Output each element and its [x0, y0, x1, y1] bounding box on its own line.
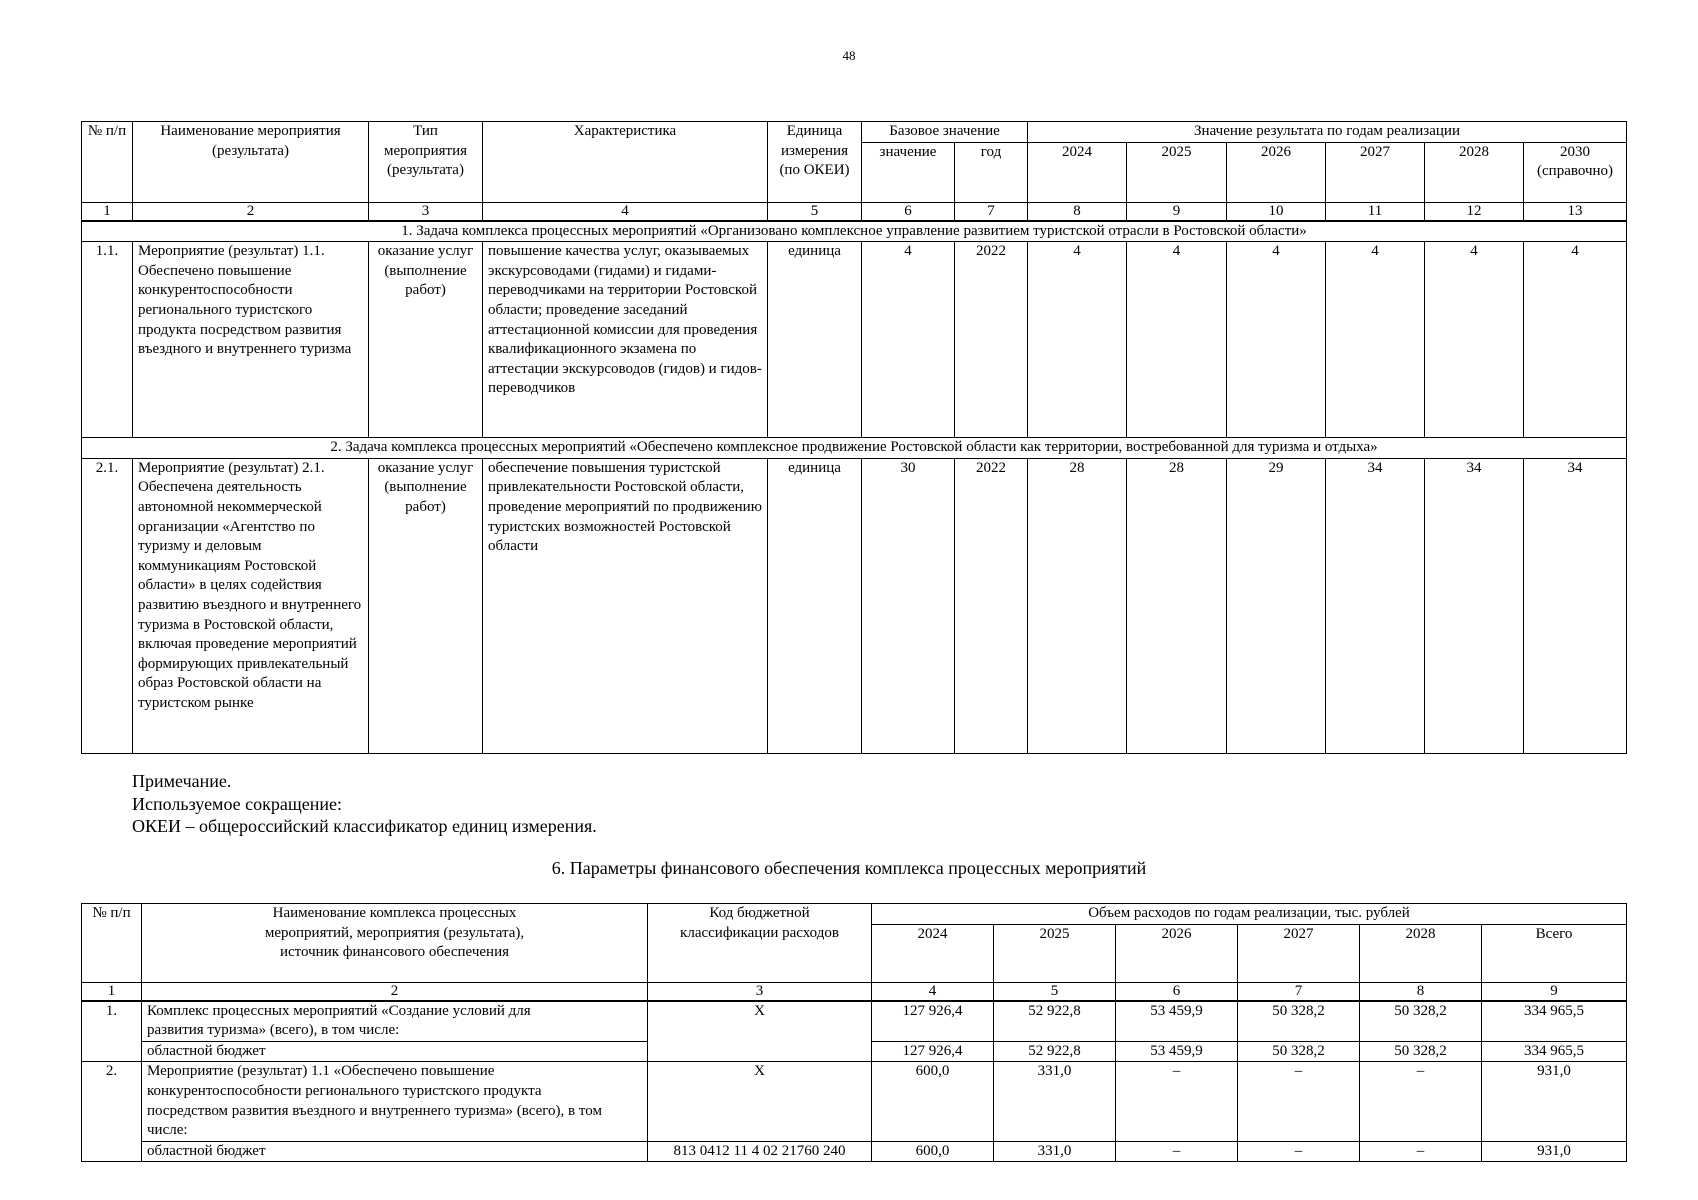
row-value: 50 328,2	[1360, 1001, 1482, 1042]
table-row	[82, 458, 1627, 753]
row-value: –	[1360, 1062, 1482, 1141]
col-number: 6	[1116, 982, 1238, 1001]
header-year: 2027	[1238, 924, 1360, 982]
row-value: –	[1116, 1141, 1238, 1162]
row-value: 34	[1326, 458, 1425, 753]
row-code: 813 0412 11 4 02 21760 240	[648, 1141, 872, 1162]
col-number: 6	[862, 202, 955, 221]
header-year: 2024	[872, 924, 994, 982]
row-value: 52 922,8	[994, 1001, 1116, 1042]
column-numbers-row	[82, 202, 1627, 221]
header-year: 2025	[994, 924, 1116, 982]
page-number: 48	[842, 48, 856, 63]
row-value: 334 965,5	[1482, 1001, 1627, 1042]
column-numbers-row	[82, 982, 1627, 1001]
row-source: областной бюджет	[142, 1141, 648, 1162]
col-number: 13	[1524, 202, 1627, 221]
row-name: Мероприятие (результат) 1.1. Обеспечено повышение конкурентоспособности регионального туристского продукта посредством развития въездного и внутреннего туризма	[133, 242, 369, 438]
col-number: 2	[133, 202, 369, 221]
row-value: 331,0	[994, 1062, 1116, 1141]
header-year: 2028	[1360, 924, 1482, 982]
row-unit: единица	[768, 242, 862, 438]
header-year: 2025	[1127, 142, 1227, 202]
col-number: 7	[955, 202, 1028, 221]
header-total: Всего	[1482, 924, 1627, 982]
header-characteristic: Характеристика	[483, 122, 768, 203]
row-unit: единица	[768, 458, 862, 753]
row-value: 29	[1227, 458, 1326, 753]
row-value: –	[1360, 1141, 1482, 1162]
note-abbrev: ОКЕИ – общероссийский классификатор единиц измерения.	[132, 816, 597, 836]
row-num: 2.	[82, 1062, 142, 1162]
header-year: 2027	[1326, 142, 1425, 202]
row-name: Мероприятие (результат) 2.1. Обеспечена деятельность автономной некоммерческой организации «Агентство по туризму и деловым коммуникациям Ростовской области» в целях содействия развитию въездного и внутреннего туризма в Ростовской области, включая проведение мероприятий формирующих привлекательный образ Ростовской области на туристском рынке	[133, 458, 369, 753]
header-name: Наименование мероприятия (результата)	[133, 122, 369, 203]
col-number: 3	[369, 202, 483, 221]
row-value: 127 926,4	[872, 1001, 994, 1042]
row-value: 4	[1227, 242, 1326, 438]
header-year: 2024	[1028, 142, 1127, 202]
row-value: 4	[1127, 242, 1227, 438]
note-title: Примечание.	[132, 771, 232, 791]
row-num: 1.	[82, 1001, 142, 1062]
note-abbrev-label: Используемое сокращение:	[132, 793, 342, 814]
task-title: 1. Задача комплекса процессных мероприятий «Организовано комплексное управление развитием туристской отрасли в Ростовской области»	[82, 221, 1627, 242]
row-value: 334 965,5	[1482, 1041, 1627, 1062]
col-number: 5	[768, 202, 862, 221]
col-number: 8	[1028, 202, 1127, 221]
row-value: 50 328,2	[1238, 1001, 1360, 1042]
header-base: Базовое значение	[862, 122, 1028, 143]
col-number: 1	[82, 202, 133, 221]
table-row	[82, 1062, 1627, 1141]
task-row	[82, 438, 1627, 459]
row-value: 4	[1028, 242, 1127, 438]
header-year: 2026	[1227, 142, 1326, 202]
row-base-year: 2022	[955, 458, 1028, 753]
row-characteristic: обеспечение повышения туристской привлекательности Ростовской области, проведение мероприятий по продвижению туристских возможностей Ростовской области	[483, 458, 768, 753]
row-value: 28	[1127, 458, 1227, 753]
finance-table	[81, 903, 1627, 1162]
results-table	[81, 121, 1627, 754]
header-unit: Единица измерения (по ОКЕИ)	[768, 122, 862, 203]
col-number: 2	[142, 982, 648, 1001]
col-number: 1	[82, 982, 142, 1001]
row-base-value: 30	[862, 458, 955, 753]
col-number: 9	[1482, 982, 1627, 1001]
row-value: 127 926,4	[872, 1041, 994, 1062]
row-type: оказание услуг (выполнение работ)	[369, 458, 483, 753]
table-row	[82, 1141, 1627, 1162]
row-value: 4	[1425, 242, 1524, 438]
row-value: 53 459,9	[1116, 1001, 1238, 1042]
row-value: 331,0	[994, 1141, 1116, 1162]
row-value: 28	[1028, 458, 1127, 753]
header-name: Наименование комплекса процессных мероприятий, мероприятия (результата), источник финансового обеспечения	[142, 904, 648, 983]
task-title: 2. Задача комплекса процессных мероприятий «Обеспечено комплексное продвижение Ростовской области как территории, востребованной для туризма и отдыха»	[82, 438, 1627, 459]
row-value: 50 328,2	[1360, 1041, 1482, 1062]
col-number: 8	[1360, 982, 1482, 1001]
row-value: 4	[1524, 242, 1627, 438]
row-value: 52 922,8	[994, 1041, 1116, 1062]
row-type: оказание услуг (выполнение работ)	[369, 242, 483, 438]
header-row-1	[82, 904, 1627, 925]
section-title: 6. Параметры финансового обеспечения комплекса процессных мероприятий	[551, 858, 1147, 878]
col-number: 4	[483, 202, 768, 221]
row-value: 600,0	[872, 1062, 994, 1141]
table-row	[82, 1001, 1627, 1042]
header-num: № п/п	[82, 904, 142, 983]
col-number: 12	[1425, 202, 1524, 221]
header-num: № п/п	[82, 122, 133, 203]
col-number: 3	[648, 982, 872, 1001]
row-value: 34	[1425, 458, 1524, 753]
table-row	[82, 242, 1627, 438]
row-value: 53 459,9	[1116, 1041, 1238, 1062]
row-value: –	[1116, 1062, 1238, 1141]
header-year: 2026	[1116, 924, 1238, 982]
row-value: 931,0	[1482, 1141, 1627, 1162]
header-row-1	[82, 122, 1627, 143]
header-type: Тип мероприятия (результата)	[369, 122, 483, 203]
row-value: 600,0	[872, 1141, 994, 1162]
header-base-value: значение	[862, 142, 955, 202]
header-code: Код бюджетной классификации расходов	[648, 904, 872, 983]
header-years-group: Значение результата по годам реализации	[1028, 122, 1627, 143]
row-base-year: 2022	[955, 242, 1028, 438]
row-value: 50 328,2	[1238, 1041, 1360, 1062]
row-source: областной бюджет	[142, 1041, 648, 1062]
row-num: 2.1.	[82, 458, 133, 753]
row-num: 1.1.	[82, 242, 133, 438]
row-value: 931,0	[1482, 1062, 1627, 1141]
header-year: 2028	[1425, 142, 1524, 202]
row-value: 34	[1524, 458, 1627, 753]
row-characteristic: повышение качества услуг, оказываемых экскурсоводами (гидами) и гидами-переводчиками на территории Ростовской области; проведение заседаний аттестационной комиссии для проведения квалификационного экзамена по аттестации экскурсоводов (гидов) и гидов-переводчиков	[483, 242, 768, 438]
row-code: X	[648, 1001, 872, 1062]
col-number: 5	[994, 982, 1116, 1001]
row-name: Комплекс процессных мероприятий «Создание условий для развития туризма» (всего), в том числе:	[142, 1001, 648, 1042]
header-years-group: Объем расходов по годам реализации, тыс. рублей	[872, 904, 1627, 925]
task-row	[82, 221, 1627, 242]
col-number: 10	[1227, 202, 1326, 221]
header-base-year: год	[955, 142, 1028, 202]
header-year: 2030 (справочно)	[1524, 142, 1627, 202]
row-value: –	[1238, 1141, 1360, 1162]
col-number: 4	[872, 982, 994, 1001]
row-value: 4	[1326, 242, 1425, 438]
row-code: X	[648, 1062, 872, 1141]
row-name: Мероприятие (результат) 1.1 «Обеспечено повышение конкурентоспособности регионального туристского продукта посредством развития въездного и внутреннего туризма» (всего), в том числе:	[142, 1062, 648, 1141]
notes	[132, 770, 597, 838]
col-number: 9	[1127, 202, 1227, 221]
col-number: 11	[1326, 202, 1425, 221]
col-number: 7	[1238, 982, 1360, 1001]
row-value: –	[1238, 1062, 1360, 1141]
row-base-value: 4	[862, 242, 955, 438]
